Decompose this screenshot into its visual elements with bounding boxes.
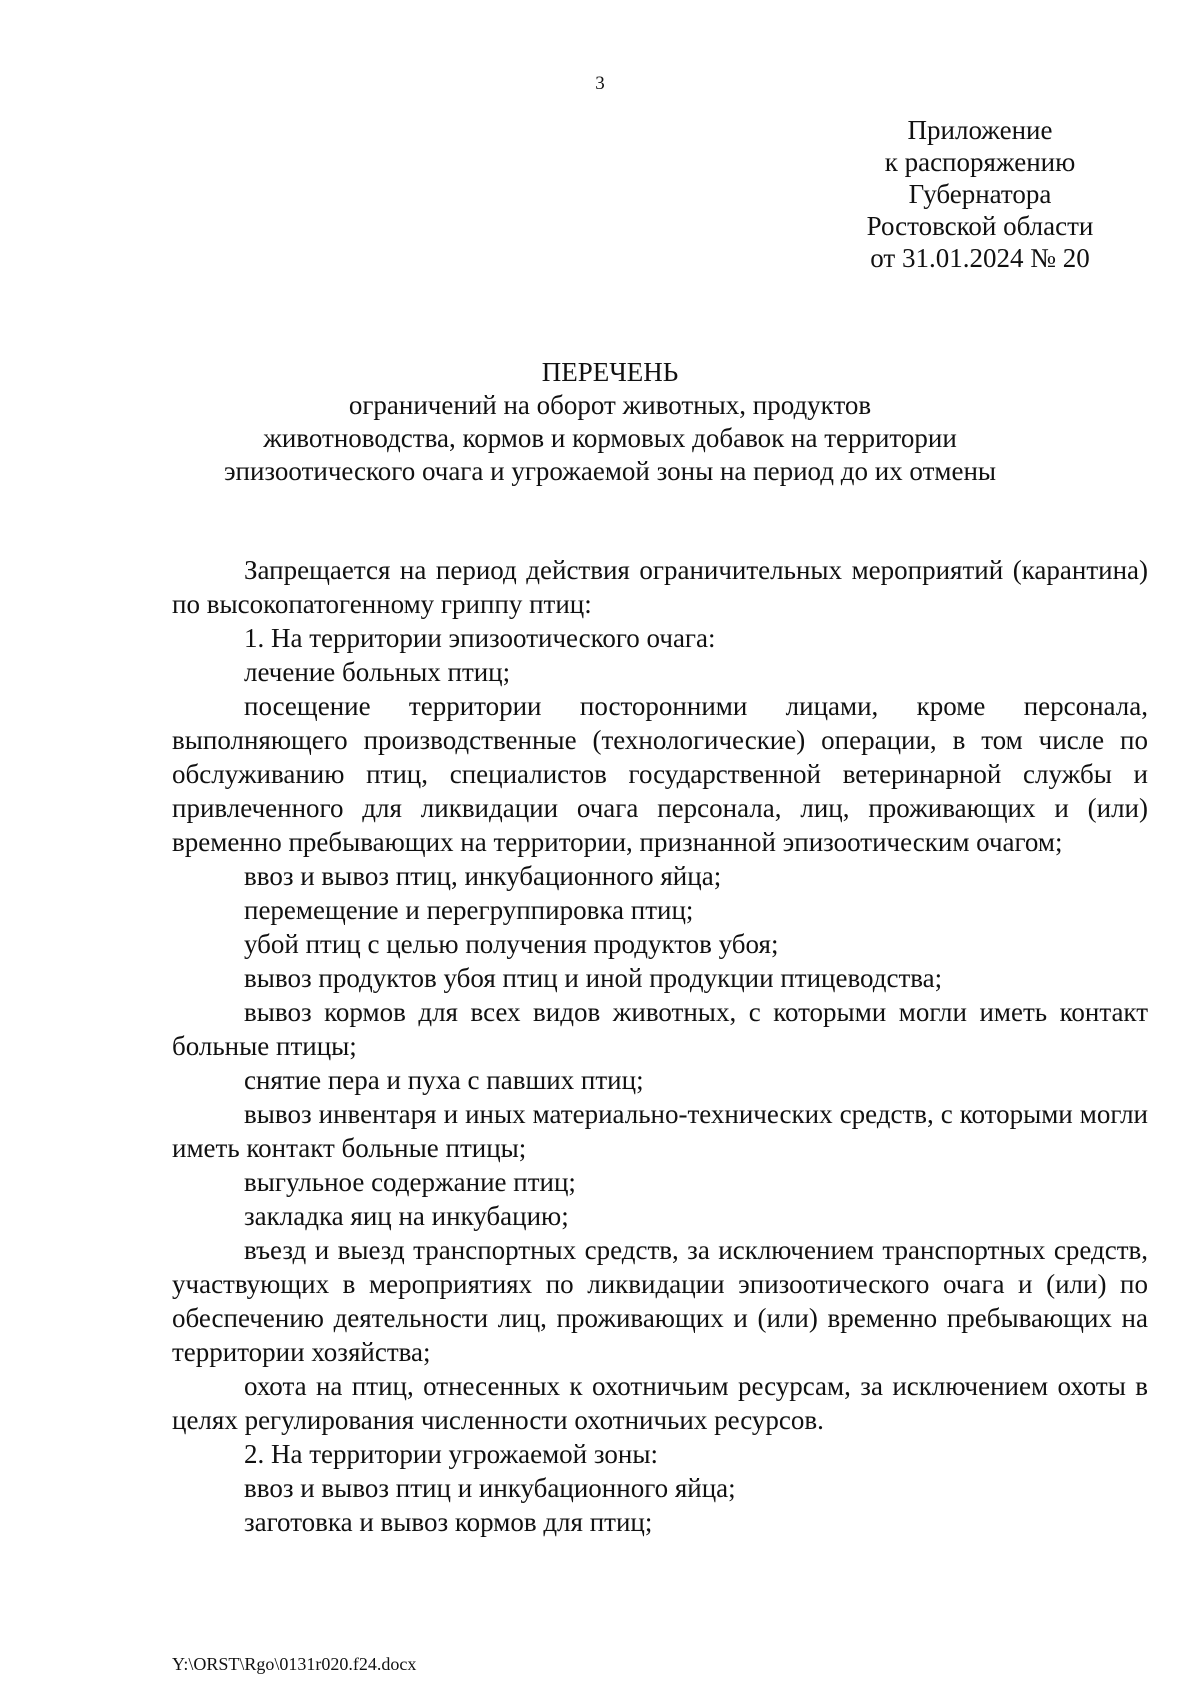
document-title <box>160 356 1060 488</box>
page-number: 3 <box>595 73 605 94</box>
body-paragraph: убой птиц с целью получения продуктов убоя; <box>244 929 779 959</box>
body-paragraph: выгульное содержание птиц; <box>244 1167 576 1197</box>
section-heading: 1. На территории эпизоотического очага: <box>244 623 716 653</box>
body-paragraph: ввоз и вывоз птиц и инкубационного яйца; <box>244 1473 736 1503</box>
appendix-line: Приложение <box>907 115 1053 145</box>
body-paragraph: перемещение и перегруппировка птиц; <box>244 895 694 925</box>
title-line: животноводства, кормов и кормовых добавок на территории <box>263 423 957 453</box>
body-paragraph: посещение территории посторонними лицами, кроме персонала, выполняющего производственные (технологические) операции, в том числе по обслуживанию птиц, специалистов государственной ветеринарной службы и привлеченного для ликвидации очага персонала, лиц, проживающих и (или) временно пребывающих на территории, признанной эпизоотическим очагом; <box>172 691 1148 857</box>
appendix-block <box>800 114 1160 274</box>
body-paragraph: закладка яиц на инкубацию; <box>244 1201 569 1231</box>
appendix-line: к распоряжению <box>884 147 1076 177</box>
appendix-line: от 31.01.2024 № 20 <box>870 243 1090 273</box>
section-heading: 2. На территории угрожаемой зоны: <box>244 1439 658 1469</box>
body-paragraph: снятие пера и пуха с павших птиц; <box>244 1065 644 1095</box>
body-paragraph: ввоз и вывоз птиц, инкубационного яйца; <box>244 861 722 891</box>
body-paragraph: заготовка и вывоз кормов для птиц; <box>244 1507 653 1537</box>
body-paragraph: Запрещается на период действия ограничительных мероприятий (карантина) по высокопатогенному гриппу птиц: <box>172 555 1148 619</box>
title-heading: ПЕРЕЧЕНЬ <box>541 357 679 387</box>
body-paragraph: вывоз продуктов убоя птиц и иной продукции птицеводства; <box>244 963 943 993</box>
body-paragraph: охота на птиц, отнесенных к охотничьим ресурсам, за исключением охоты в целях регулирования численности охотничьих ресурсов. <box>172 1371 1148 1435</box>
body-paragraph: вывоз кормов для всех видов животных, с которыми могли иметь контакт больные птицы; <box>172 997 1148 1061</box>
document-body <box>172 553 1148 1539</box>
body-paragraph: лечение больных птиц; <box>244 657 511 687</box>
title-line: ограничений на оборот животных, продуктов <box>348 390 872 420</box>
appendix-line: Ростовской области <box>866 211 1094 241</box>
body-paragraph: вывоз инвентаря и иных материально-технических средств, с которыми могли иметь контакт больные птицы; <box>172 1099 1148 1163</box>
appendix-line: Губернатора <box>908 179 1052 209</box>
body-paragraph: въезд и выезд транспортных средств, за исключением транспортных средств, участвующих в мероприятиях по ликвидации эпизоотического очага и (или) по обеспечению деятельности лиц, проживающих и (или) временно пребывающих на территории хозяйства; <box>172 1235 1148 1367</box>
footer-file-path: Y:\ORST\Rgo\0131r020.f24.docx <box>172 1654 417 1674</box>
title-line: эпизоотического очага и угрожаемой зоны на период до их отмены <box>223 456 997 486</box>
